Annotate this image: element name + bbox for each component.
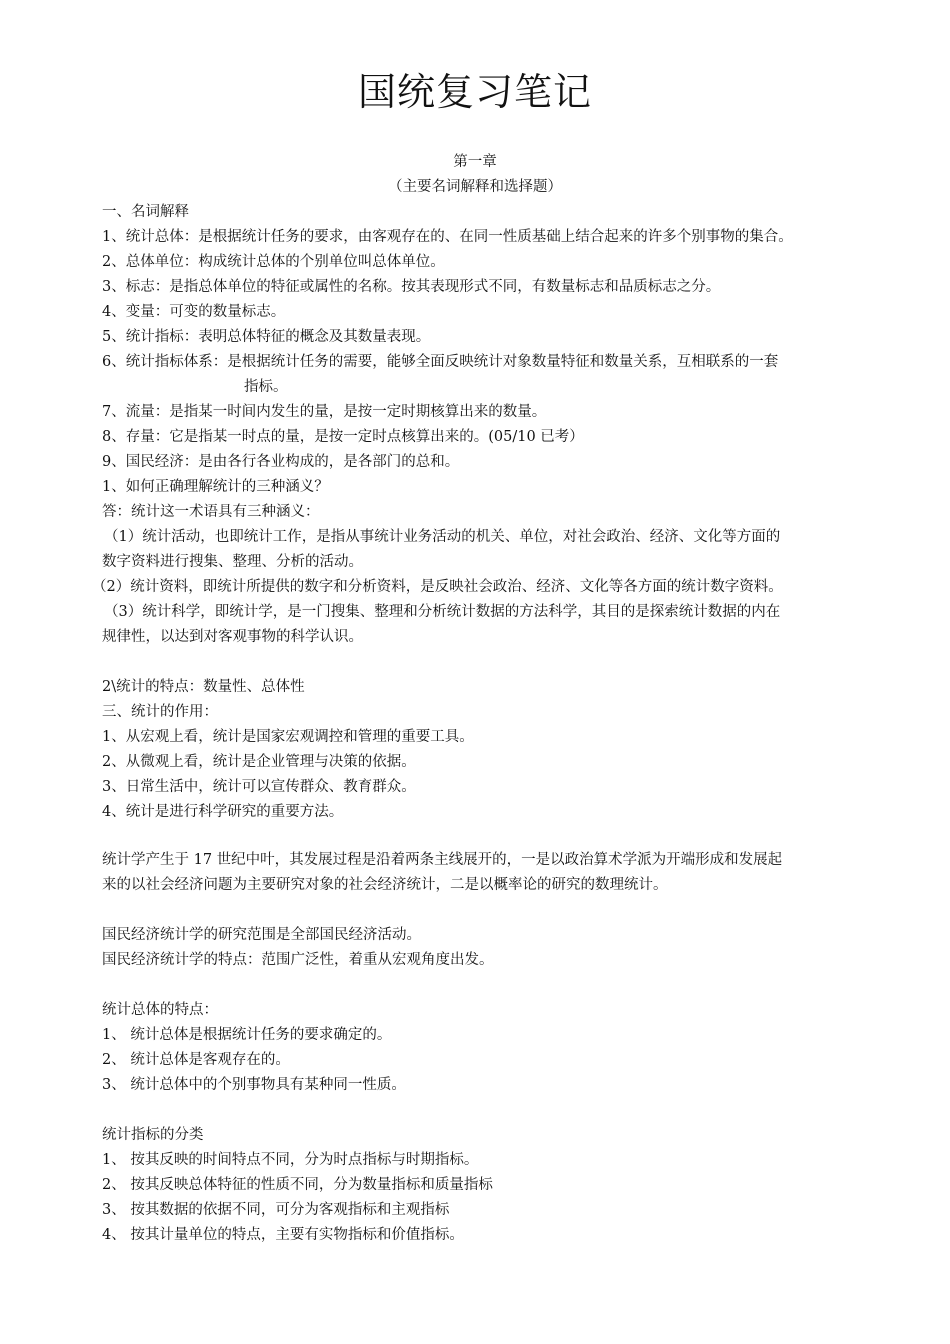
term-line: 5、统计指标：表明总体特征的概念及其数量表现。 [102,329,431,345]
answer-line: 数字资料进行搜集、整理、分析的活动。 [102,554,363,570]
indicator-item: 1、 按其反映的时间特点不同，分为时点指标与时期指标。 [102,1152,479,1168]
features-line: 2\统计的特点：数量性、总体性 [102,679,305,695]
population-item: 2、 统计总体是客观存在的。 [102,1052,290,1068]
term-line-continuation: 指标。 [244,379,288,395]
answer-line: （1）统计活动，也即统计工作，是指从事统计业务活动的机关、单位，对社会政治、经济、文化等方面的 [104,529,781,545]
answer-line: 答：统计这一术语具有三种涵义： [102,504,320,520]
term-line: 1、统计总体：是根据统计任务的要求，由客观存在的、在同一性质基础上结合起来的许多个别事物的集合。 [102,229,793,245]
indicator-item: 4、 按其计量单位的特点，主要有实物指标和价值指标。 [102,1227,464,1243]
history-line: 统计学产生于 17 世纪中叶，其发展过程是沿着两条主线展开的，一是以政治算术学派为开端形成和发展起 [102,852,783,868]
term-line: 7、流量：是指某一时间内发生的量，是按一定时期核算出来的数量。 [102,404,547,420]
document-title: 国统复习笔记 [357,70,592,114]
history-line: 来的以社会经济问题为主要研究对象的社会经济统计，二是以概率论的研究的数理统计。 [102,877,668,893]
answer-line: 规律性，以达到对客观事物的科学认识。 [102,629,363,645]
term-line: 6、统计指标体系：是根据统计任务的需要，能够全面反映统计对象数量特征和数量关系，互相联系的一套 [102,354,779,370]
scope-line: 国民经济统计学的特点：范围广泛性，着重从宏观角度出发。 [102,952,494,968]
section-heading-indicators: 统计指标的分类 [102,1127,204,1143]
section-heading-roles: 三、统计的作用： [102,704,218,720]
role-item: 3、日常生活中，统计可以宣传群众、教育群众。 [102,779,416,795]
chapter-subtitle: （主要名词解释和选择题） [388,179,562,195]
term-line: 9、国民经济：是由各行各业构成的，是各部门的总和。 [102,454,460,470]
answer-line: （3）统计科学，即统计学，是一门搜集、整理和分析统计数据的方法科学，其目的是探索统计数据的内在 [104,604,781,620]
role-item: 2、从微观上看，统计是企业管理与决策的依据。 [102,754,416,770]
role-item: 1、从宏观上看，统计是国家宏观调控和管理的重要工具。 [102,729,474,745]
term-line: 8、存量：它是指某一时点的量，是按一定时点核算出来的。(05/10 已考） [102,429,584,445]
question-line: 1、如何正确理解统计的三种涵义？ [102,479,329,495]
term-line: 4、变量：可变的数量标志。 [102,304,286,320]
chapter-heading: 第一章 [453,154,497,170]
term-line: 2、总体单位：构成统计总体的个别单位叫总体单位。 [102,254,445,270]
role-item: 4、统计是进行科学研究的重要方法。 [102,804,344,820]
indicator-item: 3、 按其数据的依据不同，可分为客观指标和主观指标 [102,1202,450,1218]
section-heading-terms: 一、名词解释 [102,204,189,220]
indicator-item: 2、 按其反映总体特征的性质不同，分为数量指标和质量指标 [102,1177,493,1193]
scope-line: 国民经济统计学的研究范围是全部国民经济活动。 [102,927,421,943]
population-item: 3、 统计总体中的个别事物具有某种同一性质。 [102,1077,406,1093]
answer-line: （2）统计资料，即统计所提供的数字和分析资料，是反映社会政治、经济、文化等各方面的统计数字资料。 [92,579,783,595]
term-line: 3、标志：是指总体单位的特征或属性的名称。按其表现形式不同，有数量标志和品质标志之分。 [102,279,721,295]
population-item: 1、 统计总体是根据统计任务的要求确定的。 [102,1027,392,1043]
section-heading-population: 统计总体的特点： [102,1002,218,1018]
